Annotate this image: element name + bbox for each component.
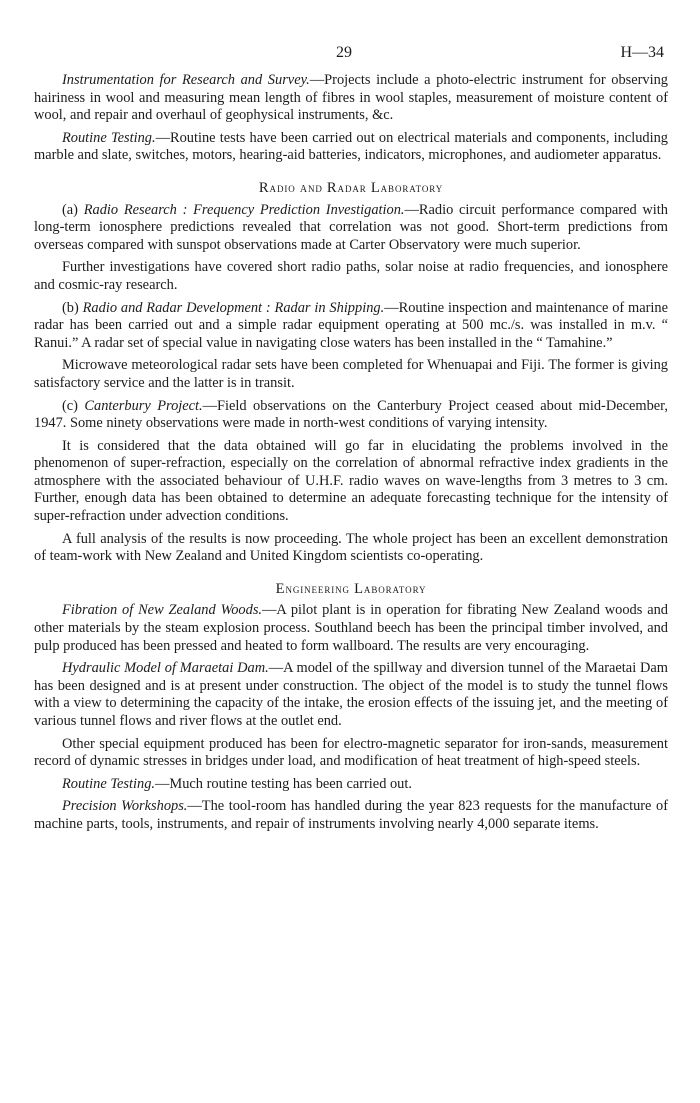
paragraph-text: —The tool-room has handled during the year 823 requests for the manufacture of machine parts, tools, instruments, and repair of instruments involving nearly 4,000 separate items. (34, 798, 668, 832)
paragraph-prefix: (b) (62, 299, 83, 316)
paragraph-lead: Hydraulic Model of Maraetai Dam. (62, 660, 269, 677)
paragraph-text: Microwave meteorological radar sets have been completed for Whenuapai and Fiji. The former is giving satisfactory service and the latter is in transit. (34, 357, 668, 391)
section-heading-engineering: Engineering Laboratory (275, 580, 427, 597)
paragraph-precision-workshops (34, 798, 668, 833)
paragraph-text: —Much routine testing has been carried out. (155, 775, 412, 792)
paragraph-text: —A model of the spillway and diversion tunnel of the Maraetai Dam has been designed and is at present under construction. The object of the model is to study the tunnel flows with a view to determining the capacity of the intake, the erosion effects of the issuing jet, and the meeting of various tunnel flows and river flows at the outlet end. (34, 660, 668, 729)
paragraph-text: —Routine tests have been carried out on electrical materials and components, including marble and slate, switches, motors, hearing-aid batteries, indicators, microphones, and audiometer apparatus. (34, 129, 668, 164)
document-code: H—34 (620, 44, 664, 61)
page-number: 29 (336, 44, 352, 61)
paragraph-lead: Radio Research : Frequency Prediction Investigation. (83, 201, 405, 218)
paragraph-prefix: (c) (62, 397, 85, 414)
paragraph-routine-testing (34, 130, 668, 165)
paragraph-text: —A pilot plant is in operation for fibrating New Zealand woods and other materials by the steam explosion process. Southland beech has been the principal timber involved, and pulp produced has been pressed and heated to form wallboard. The results are very encouraging. (34, 602, 668, 654)
paragraph-lead: Fibration of New Zealand Woods. (62, 602, 263, 619)
paragraph-analysis (34, 531, 668, 566)
paragraph-lead: Routine Testing. (62, 775, 156, 792)
paragraph-radio-research (34, 202, 668, 255)
paragraph-radar-shipping (34, 300, 668, 353)
paragraph-instrumentation (34, 72, 668, 125)
paragraph-canterbury-project (34, 398, 668, 433)
paragraph-text: Further investigations have covered short radio paths, solar noise at radio frequencies, and ionosphere and cosmic-ray research. (34, 259, 668, 293)
paragraph-text: —Routine inspection and maintenance of marine radar has been carried out and a simple radar equipment operating at 500 mc./s. was installed in m.v. “ Ranui.” A radar set of special value in navigating close waters has been installed in the “ Tamahine.” (34, 299, 669, 351)
paragraph-engineering-routine-testing (34, 776, 668, 794)
paragraph-lead: Instrumentation for Research and Survey. (62, 72, 310, 88)
paragraph-text: —Field observations on the Canterbury Project ceased about mid-December, 1947. Some ninety observations were made in north-west conditions of varying intensity. (34, 397, 668, 432)
paragraph-text: A full analysis of the results is now proceeding. The whole project has been an excellent demonstration of team-work with New Zealand and United Kingdom scientists co-operating. (34, 530, 668, 565)
paragraph-text: It is considered that the data obtained will go far in elucidating the problems involved in the phenomenon of super-refraction, especially on the correlation of abnormal refractive index gradients in the atmosphere with the associated behaviour of U.H.F. radio waves on wave-lengths from 3 metres to 3 cm. Further, enough data has been obtained to determine an adequate forecasting technique for the intensity of super-refraction under advection conditions. (34, 437, 668, 525)
paragraph-lead: Routine Testing. (62, 129, 156, 146)
paragraph-lead: Radio and Radar Development : Radar in Shipping. (82, 299, 385, 316)
body-text (34, 72, 668, 839)
paragraph-prefix: (a) (62, 201, 84, 218)
paragraph-hydraulic-model (34, 660, 668, 730)
paragraph-text: —Radio circuit performance compared with long-term ionosphere predictions revealed that correlation was not good. Short-term predictions from overseas compared with sunspot observations made at Carter Observatory were much superior. (34, 201, 669, 253)
section-heading-radio: Radio and Radar Laboratory (258, 179, 444, 196)
paragraph-super-refraction (34, 438, 668, 526)
page-header (0, 44, 700, 66)
paragraph-text: —Projects include a photo-electric instrument for observing hairiness in wool and measuring mean length of fibres in wool staples, measurement of moisture content of wool, and repair and overhaul of geophysical instruments, &c. (34, 72, 668, 124)
paragraph-text: Other special equipment produced has been for electro-magnetic separator for iron-sands, measurement record of dynamic stresses in bridges under load, and modification of heat treatment of high-speed steels. (34, 735, 668, 770)
paragraph-special-equipment (34, 736, 668, 771)
paragraph-microwave-radar (34, 357, 668, 392)
paragraph-lead: Canterbury Project. (84, 397, 203, 414)
paragraph-fibration (34, 602, 668, 655)
paragraph-further-investigations (34, 259, 668, 294)
paragraph-lead: Precision Workshops. (62, 798, 188, 815)
